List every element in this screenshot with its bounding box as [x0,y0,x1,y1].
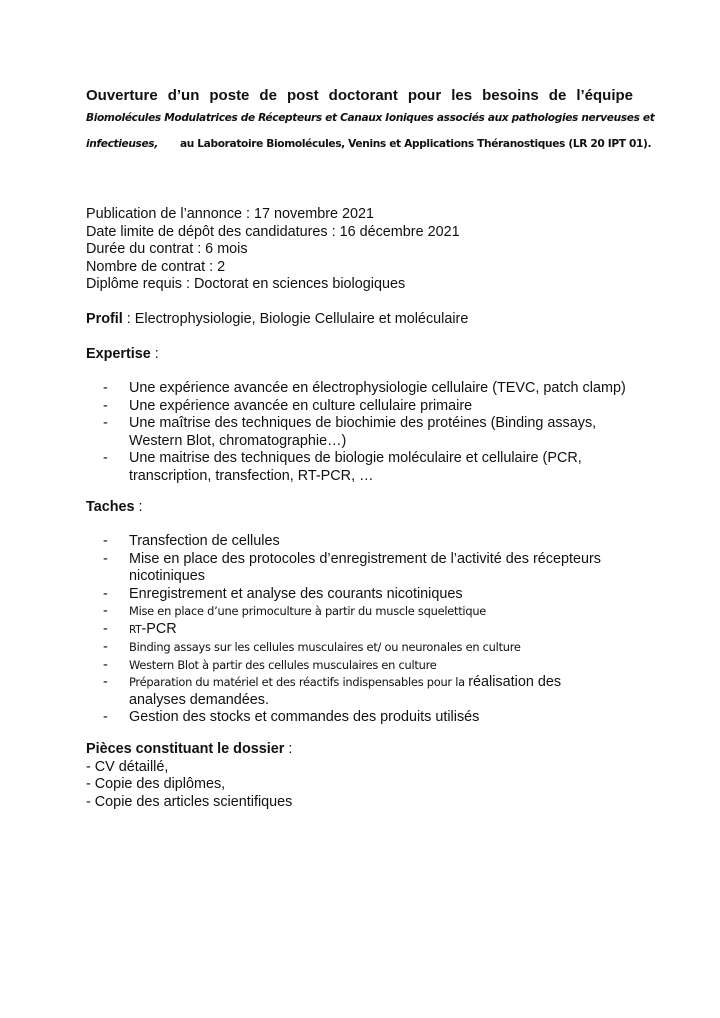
taches-list [86,533,626,727]
piece-item: - CV détaillé, [86,758,169,775]
list-item [86,709,626,727]
task-text-mixed: réalisation des [468,674,562,690]
list-item [86,398,626,416]
laboratory-name: au Laboratoire Biomolécules, Venins et Applications Théranostiques (LR 20 IPT 01). [179,138,652,150]
list-item [86,621,626,640]
pieces-colon: : [284,741,293,757]
dash-bullet: - [103,603,108,619]
dash-bullet: - [103,550,108,567]
task-text: Mise en place d’une primoculture à partir du muscle squelettique [129,604,487,618]
pieces-section [86,741,292,811]
dash-bullet: - [103,639,108,655]
pieces-label: Pièces constituant le dossier [86,741,285,757]
team-name-end: infectieuses, [86,138,158,150]
piece-item: - Copie des articles scientifiques [86,793,293,810]
taches-label: Taches [86,499,135,515]
dash-bullet: - [103,674,108,690]
expertise-item-text-cont: transcription, transfection, RT-PCR, … [129,467,374,484]
task-text: Mise en place des protocoles d’enregistrement de l’activité des récepteurs [129,550,601,567]
expertise-list [86,380,626,485]
publication-date: Publication de l’annonce : 17 novembre 2021 [86,206,375,222]
info-section [86,206,460,294]
expertise-label: Expertise [86,346,151,362]
contract-duration: Durée du contrat : 6 mois [86,241,248,257]
list-item [86,657,626,675]
contract-count: Nombre de contrat : 2 [86,258,226,275]
dash-bullet: - [103,450,108,466]
expertise-heading [86,346,159,364]
laboratory-line [86,138,666,150]
dash-bullet: - [103,656,108,673]
list-item [86,415,626,450]
dash-bullet: - [103,380,108,396]
required-diploma: Diplôme requis : Doctorat en sciences biologiques [86,276,406,292]
task-text: Western Blot à partir des cellules musculaires en culture [129,657,437,672]
dash-bullet: - [103,709,108,725]
list-item [86,533,626,551]
task-text: Gestion des stocks et commandes des produits utilisés [129,709,480,725]
dash-bullet: - [103,415,108,431]
profil-value: : Electrophysiologie, Biologie Cellulaire et moléculaire [122,311,469,327]
title-heading: Ouverture d’un poste de post doctorant pour les besoins de l’équipe [86,87,633,104]
list-item [86,639,626,657]
expertise-colon: : [150,346,159,362]
list-item [86,586,626,604]
task-text: Transfection de cellules [129,533,280,549]
dash-bullet: - [103,620,108,637]
profil-section [86,311,468,329]
task-text: Enregistrement et analyse des courants nicotiniques [129,585,463,602]
deadline-date: Date limite de dépôt des candidatures : 16 décembre 2021 [86,223,460,240]
task-text: Préparation du matériel et des réactifs indispensables pour la [129,675,469,689]
profil-label: Profil [86,311,123,327]
task-text: Binding assays sur les cellules musculaires et/ ou neuronales en culture [129,640,521,654]
dash-bullet: - [103,533,108,549]
team-name-line: Biomolécules Modulatrices de Récepteurs et Canaux Ioniques associés aux pathologies nerveuses et [86,112,655,124]
expertise-item-text: Une expérience avancée en électrophysiologie cellulaire (TEVC, patch clamp) [129,380,626,396]
expertise-item-text: Une expérience avancée en culture cellulaire primaire [129,397,473,414]
expertise-item-text: Une maitrise des techniques de biologie moléculaire et cellulaire (PCR, [129,450,582,466]
task-text-cont: nicotiniques [129,568,206,584]
list-item [86,551,626,586]
list-item [86,674,626,709]
piece-item: - Copie des diplômes, [86,776,226,792]
task-text-pcr: -PCR [141,620,177,637]
list-item [86,450,626,485]
taches-heading [86,499,143,517]
list-item [86,603,626,621]
expertise-item-text-cont: Western Blot, chromatographie…) [129,432,347,449]
dash-bullet: - [103,397,108,414]
expertise-item-text: Une maîtrise des techniques de biochimie des protéines (Binding assays, [129,415,597,431]
task-text-cont: analyses demandées. [129,691,269,708]
taches-colon: : [134,499,143,515]
list-item [86,380,626,398]
task-text-rt: RT [129,623,142,636]
dash-bullet: - [103,585,108,602]
